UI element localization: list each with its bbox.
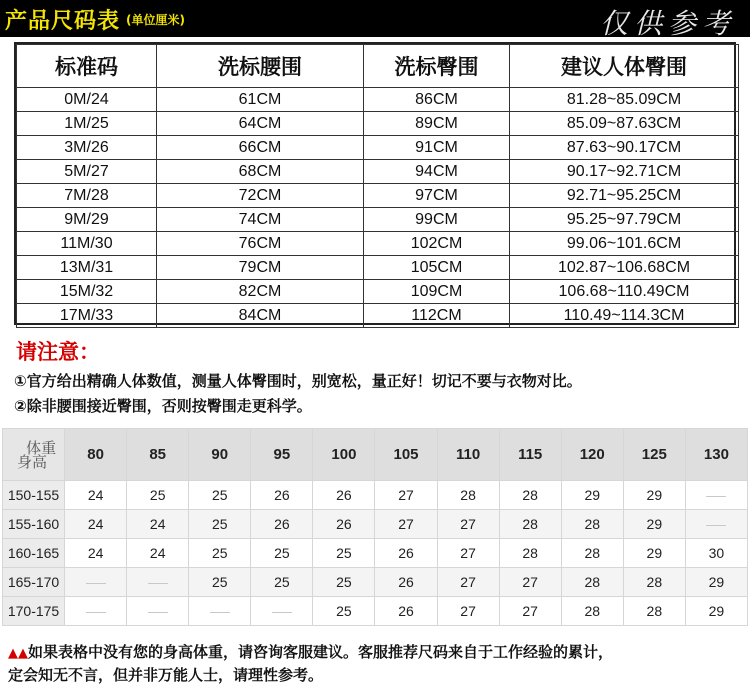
size-cell: 110.49~114.3CM <box>510 304 739 328</box>
recommended-size-cell <box>189 597 251 626</box>
size-cell: 81.28~85.09CM <box>510 88 739 112</box>
reference-label: 仅供参考 <box>599 7 736 40</box>
recommended-size-cell: 26 <box>375 597 437 626</box>
hw-table-row <box>3 481 748 510</box>
size-table-row <box>17 160 739 184</box>
size-cell: 82CM <box>157 280 364 304</box>
empty-cell-dash <box>86 583 106 584</box>
size-cell: 1M/25 <box>17 112 157 136</box>
empty-cell-dash <box>148 583 168 584</box>
size-cell: 5M/27 <box>17 160 157 184</box>
empty-cell-dash <box>148 612 168 613</box>
weight-column-header: 130 <box>685 429 747 481</box>
recommended-size-cell: 26 <box>313 481 375 510</box>
notes-heading: 请注意： <box>16 340 100 364</box>
recommended-size-cell: 24 <box>65 481 127 510</box>
hw-table-header <box>3 429 748 481</box>
size-cell: 17M/33 <box>17 304 157 328</box>
recommended-size-cell: 29 <box>561 481 623 510</box>
recommended-size-cell <box>127 597 189 626</box>
height-row-header: 160-165 <box>3 539 65 568</box>
size-column-header: 洗标臀围 <box>364 45 510 88</box>
note-line-2: ②除非腰围接近臀围，否则按臀围走更科学。 <box>14 397 312 415</box>
size-table-row <box>17 88 739 112</box>
recommended-size-cell: 25 <box>189 481 251 510</box>
size-cell: 99CM <box>364 208 510 232</box>
size-cell: 91CM <box>364 136 510 160</box>
hw-table-row <box>3 539 748 568</box>
weight-column-header: 90 <box>189 429 251 481</box>
size-cell: 87.63~90.17CM <box>510 136 739 160</box>
hw-table-body <box>3 481 748 626</box>
size-table-row <box>17 184 739 208</box>
size-cell: 68CM <box>157 160 364 184</box>
recommended-size-cell: 29 <box>685 568 747 597</box>
footer-line-1 <box>8 641 743 662</box>
size-chart <box>14 42 736 325</box>
unit-label: (单位厘米) <box>126 13 185 27</box>
recommended-size-cell: 24 <box>65 510 127 539</box>
recommended-size-cell: 27 <box>375 481 437 510</box>
recommended-size-cell: 25 <box>189 510 251 539</box>
size-cell: 72CM <box>157 184 364 208</box>
weight-axis-label: 体重 <box>26 439 57 457</box>
recommended-size-cell: 28 <box>561 510 623 539</box>
weight-column-header: 100 <box>313 429 375 481</box>
size-cell: 89CM <box>364 112 510 136</box>
header-banner <box>0 0 750 40</box>
recommended-size-cell: 27 <box>499 597 561 626</box>
recommended-size-cell: 28 <box>623 568 685 597</box>
recommended-size-cell: 28 <box>561 539 623 568</box>
recommended-size-cell: 25 <box>313 597 375 626</box>
weight-column-header: 125 <box>623 429 685 481</box>
recommended-size-cell: 28 <box>499 510 561 539</box>
size-table-row <box>17 280 739 304</box>
size-table-body <box>17 88 739 328</box>
recommended-size-cell: 30 <box>685 539 747 568</box>
hw-corner-cell <box>3 429 65 481</box>
weight-column-header: 120 <box>561 429 623 481</box>
recommended-size-cell <box>65 568 127 597</box>
size-cell: 84CM <box>157 304 364 328</box>
recommended-size-cell: 25 <box>127 481 189 510</box>
weight-column-header: 110 <box>437 429 499 481</box>
size-cell: 95.25~97.79CM <box>510 208 739 232</box>
size-cell: 11M/30 <box>17 232 157 256</box>
weight-column-header: 80 <box>65 429 127 481</box>
recommended-size-cell: 25 <box>251 539 313 568</box>
size-cell: 79CM <box>157 256 364 280</box>
height-axis-label: 身高 <box>17 453 48 471</box>
weight-column-header: 95 <box>251 429 313 481</box>
recommended-size-cell: 28 <box>623 597 685 626</box>
size-table-row <box>17 136 739 160</box>
size-cell: 76CM <box>157 232 364 256</box>
size-table-row <box>17 304 739 328</box>
recommended-size-cell: 24 <box>127 510 189 539</box>
recommended-size-cell: 24 <box>127 539 189 568</box>
recommended-size-cell: 25 <box>313 539 375 568</box>
size-cell: 3M/26 <box>17 136 157 160</box>
size-table-row <box>17 256 739 280</box>
size-column-header: 标准码 <box>17 45 157 88</box>
size-cell: 102.87~106.68CM <box>510 256 739 280</box>
weight-column-header: 85 <box>127 429 189 481</box>
recommended-size-cell: 26 <box>251 481 313 510</box>
empty-cell-dash <box>706 496 726 497</box>
height-row-header: 165-170 <box>3 568 65 597</box>
height-weight-table <box>2 428 748 626</box>
recommended-size-cell: 26 <box>375 568 437 597</box>
size-cell: 97CM <box>364 184 510 208</box>
hw-table-row <box>3 568 748 597</box>
recommended-size-cell: 27 <box>499 568 561 597</box>
footer-text-1: 如果表格中没有您的身高体重，请咨询客服建议。客服推荐尺码来自于工作经验的累计， <box>28 643 614 661</box>
size-cell: 0M/24 <box>17 88 157 112</box>
empty-cell-dash <box>272 612 292 613</box>
size-cell: 94CM <box>364 160 510 184</box>
recommended-size-cell: 25 <box>189 568 251 597</box>
recommended-size-cell: 26 <box>313 510 375 539</box>
recommended-size-cell: 27 <box>437 539 499 568</box>
recommended-size-cell: 27 <box>437 597 499 626</box>
recommended-size-cell: 27 <box>437 510 499 539</box>
recommended-size-cell: 29 <box>623 539 685 568</box>
recommended-size-cell <box>65 597 127 626</box>
recommended-size-cell: 28 <box>561 597 623 626</box>
recommended-size-cell: 25 <box>189 539 251 568</box>
recommended-size-cell: 27 <box>437 568 499 597</box>
recommended-size-cell: 26 <box>251 510 313 539</box>
height-weight-chart <box>2 428 748 624</box>
size-cell: 13M/31 <box>17 256 157 280</box>
recommended-size-cell: 25 <box>313 568 375 597</box>
size-cell: 74CM <box>157 208 364 232</box>
recommended-size-cell: 26 <box>375 539 437 568</box>
recommended-size-cell <box>251 597 313 626</box>
size-cell: 15M/32 <box>17 280 157 304</box>
warning-triangle-icon: ▲▲ <box>8 646 28 661</box>
empty-cell-dash <box>706 525 726 526</box>
size-cell: 92.71~95.25CM <box>510 184 739 208</box>
empty-cell-dash <box>210 612 230 613</box>
size-column-header: 建议人体臀围 <box>510 45 739 88</box>
height-row-header: 150-155 <box>3 481 65 510</box>
size-table-header <box>17 45 739 88</box>
size-table-row <box>17 208 739 232</box>
size-cell: 106.68~110.49CM <box>510 280 739 304</box>
recommended-size-cell: 28 <box>499 481 561 510</box>
size-cell: 9M/29 <box>17 208 157 232</box>
recommended-size-cell <box>685 481 747 510</box>
recommended-size-cell: 25 <box>251 568 313 597</box>
size-cell: 66CM <box>157 136 364 160</box>
size-cell: 105CM <box>364 256 510 280</box>
recommended-size-cell: 29 <box>623 481 685 510</box>
weight-column-header: 105 <box>375 429 437 481</box>
size-cell: 86CM <box>364 88 510 112</box>
recommended-size-cell: 28 <box>561 568 623 597</box>
note-line-1: ①官方给出精确人体数值，测量人体臀围时，别宽松，量正好！切记不要与衣物对比。 <box>14 372 582 390</box>
size-cell: 102CM <box>364 232 510 256</box>
size-table-row <box>17 112 739 136</box>
hw-table-row <box>3 510 748 539</box>
recommended-size-cell <box>685 510 747 539</box>
size-table <box>16 44 739 328</box>
recommended-size-cell: 27 <box>375 510 437 539</box>
recommended-size-cell: 24 <box>65 539 127 568</box>
hw-table-row <box>3 597 748 626</box>
recommended-size-cell <box>127 568 189 597</box>
page-title: 产品尺码表 <box>5 9 121 34</box>
recommended-size-cell: 28 <box>499 539 561 568</box>
size-cell: 99.06~101.6CM <box>510 232 739 256</box>
size-cell: 85.09~87.63CM <box>510 112 739 136</box>
size-column-header: 洗标腰围 <box>157 45 364 88</box>
height-row-header: 155-160 <box>3 510 65 539</box>
empty-cell-dash <box>86 612 106 613</box>
size-cell: 112CM <box>364 304 510 328</box>
recommended-size-cell: 29 <box>623 510 685 539</box>
footer-line-2: 定会知无不言，但并非万能人士，请理性参考。 <box>8 666 324 684</box>
recommended-size-cell: 28 <box>437 481 499 510</box>
size-table-row <box>17 232 739 256</box>
size-cell: 109CM <box>364 280 510 304</box>
height-row-header: 170-175 <box>3 597 65 626</box>
weight-column-header: 115 <box>499 429 561 481</box>
size-cell: 7M/28 <box>17 184 157 208</box>
size-cell: 61CM <box>157 88 364 112</box>
size-cell: 64CM <box>157 112 364 136</box>
size-cell: 90.17~92.71CM <box>510 160 739 184</box>
recommended-size-cell: 29 <box>685 597 747 626</box>
